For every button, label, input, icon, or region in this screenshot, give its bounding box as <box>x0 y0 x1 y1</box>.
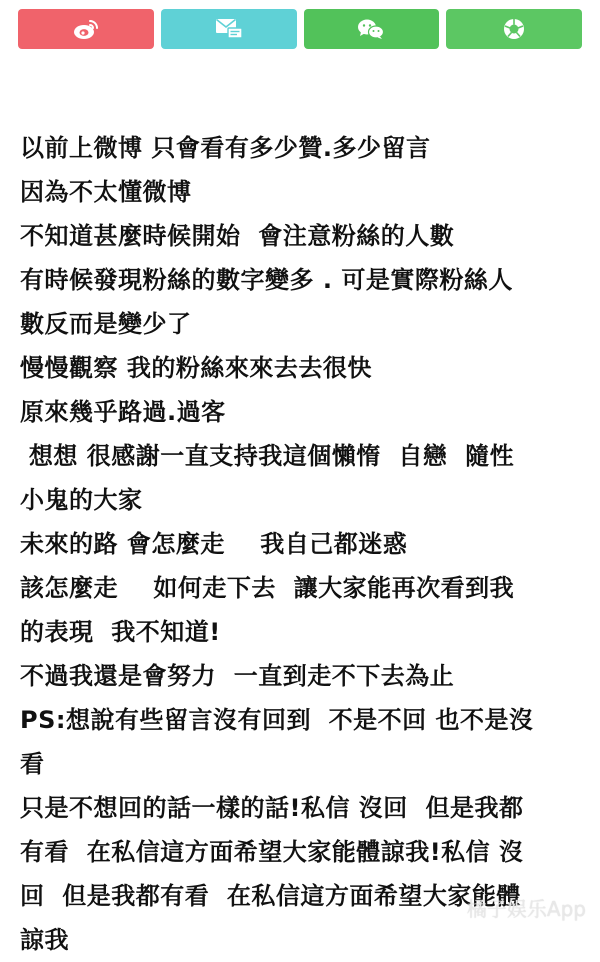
share-bar <box>18 9 582 49</box>
post-line: 回 但是我都有看 在私信這方面希望大家能體 <box>20 882 521 910</box>
post-line: 想想 很感謝一直支持我這個懶惰 自戀 隨性 <box>20 442 515 470</box>
post-line: 未來的路 會怎麼走 我自己都迷惑 <box>20 530 408 558</box>
mail-icon <box>215 18 243 40</box>
post-line: 小鬼的大家 <box>20 486 143 514</box>
post-line: 慢慢觀察 我的粉絲來來去去很快 <box>20 354 372 382</box>
watermark-text: 橘子娱乐App <box>466 897 586 921</box>
post-body <box>20 126 582 962</box>
post-line: 的表現 我不知道! <box>20 618 221 646</box>
post-line: 數反而是變少了 <box>20 310 192 338</box>
post-line: 原來幾乎路過.過客 <box>20 398 226 426</box>
share-moments-button[interactable] <box>446 9 582 49</box>
wechat-icon <box>357 18 385 40</box>
watermark <box>467 893 586 922</box>
post-line: 因為不太懂微博 <box>20 178 192 206</box>
share-mail-button[interactable] <box>161 9 297 49</box>
post-line: 只是不想回的話一樣的話!私信 沒回 但是我都 <box>20 794 524 822</box>
moments-icon <box>502 17 526 41</box>
post-line: 不過我還是會努力 一直到走不下去為止 <box>20 662 455 690</box>
post-line: 以前上微博 只會看有多少贊.多少留言 <box>20 134 431 162</box>
share-wechat-button[interactable] <box>304 9 440 49</box>
post-line: 看 <box>20 750 45 778</box>
share-weibo-button[interactable] <box>18 9 154 49</box>
post-line: 有看 在私信這方面希望大家能體諒我!私信 沒 <box>20 838 524 866</box>
post-line: 不知道甚麼時候開始 會注意粉絲的人數 <box>20 222 455 250</box>
post-line: 該怎麼走 如何走下去 讓大家能再次看到我 <box>20 574 515 602</box>
post-line: PS:想說有些留言沒有回到 不是不回 也不是沒 <box>20 706 534 734</box>
post-line: 諒我 <box>20 926 69 954</box>
post-line: 有時候發現粉絲的數字變多 . 可是實際粉絲人 <box>20 266 513 294</box>
weibo-icon <box>73 18 99 40</box>
